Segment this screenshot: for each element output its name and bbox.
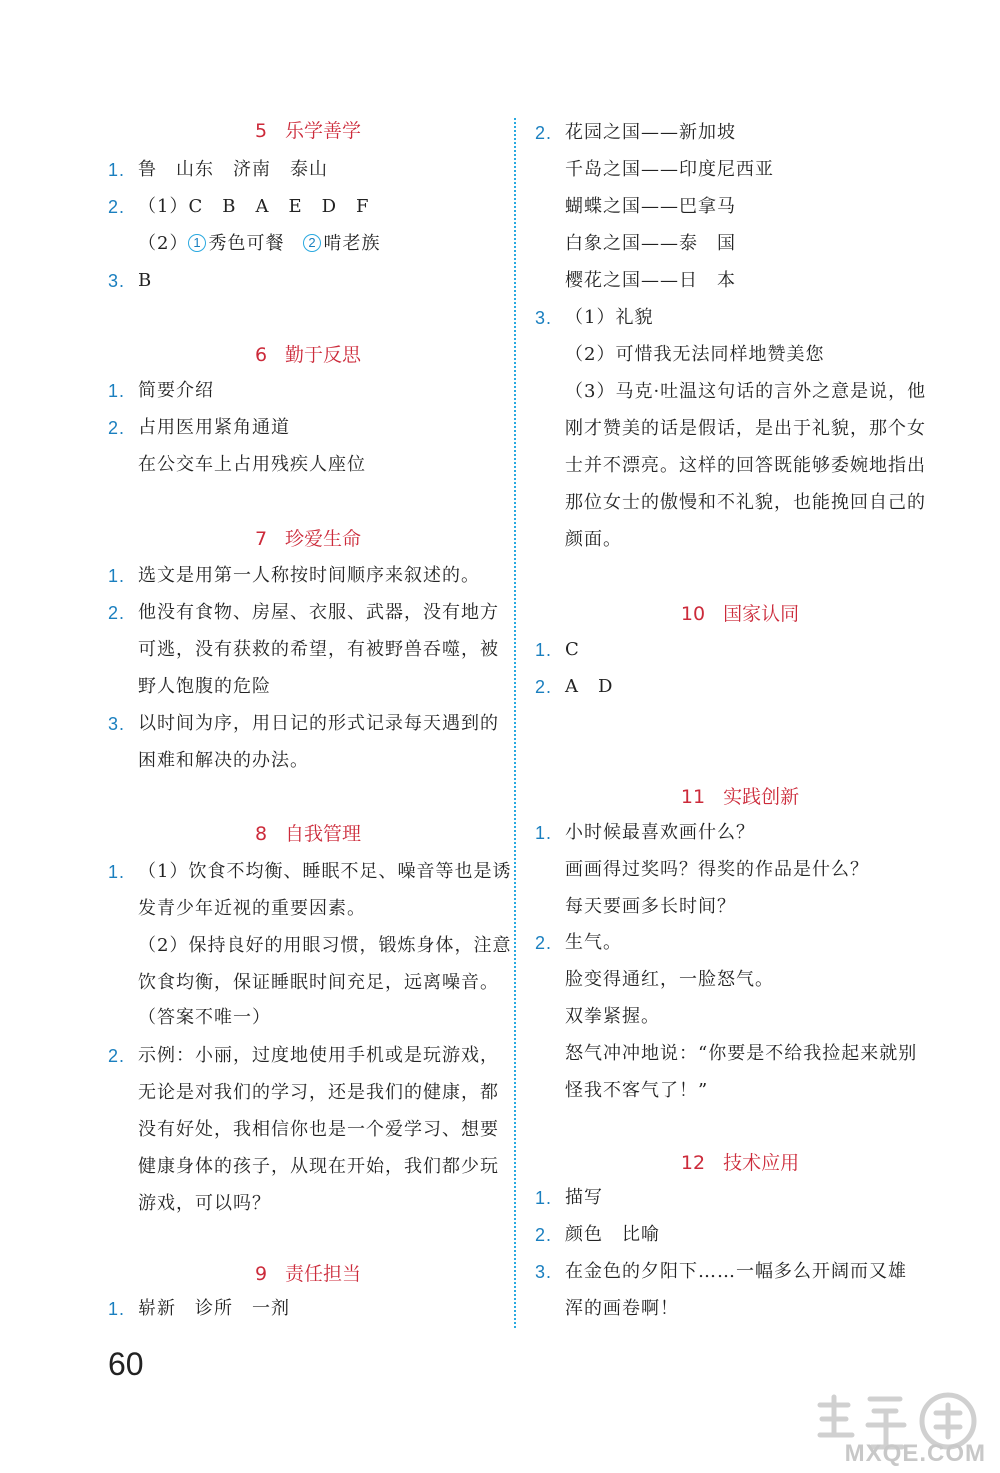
answer-text: 发青少年近视的重要因素。 [138, 898, 366, 919]
answer-text: 游戏，可以吗？ [138, 1193, 271, 1214]
question-number: 1. [535, 823, 553, 843]
section-number: 7 [254, 528, 268, 550]
section-title-5 [108, 118, 508, 144]
question-number: 3. [535, 308, 553, 328]
section-title-10 [535, 601, 945, 627]
question-number: 2. [535, 933, 553, 953]
question-number: 1. [108, 160, 126, 180]
question-number: 1. [108, 862, 126, 882]
answer-text: 双拳紧握。 [565, 1006, 660, 1027]
section-number: 8 [254, 823, 268, 845]
answer-text: 在金色的夕阳下……一幅多么开阔而又雄 [565, 1261, 907, 1282]
question-number: 2. [108, 603, 126, 623]
answer-text: 千岛之国——印度尼西亚 [565, 159, 774, 180]
section-title-text: 实践创新 [723, 786, 800, 808]
sub-part-label: （2） [138, 233, 189, 254]
section-title-text: 责任担当 [285, 1263, 362, 1285]
answer-text: A D [565, 676, 614, 697]
answer-text: 以时间为序，用日记的形式记录每天遇到的 [138, 713, 499, 734]
question-number: 2. [535, 123, 553, 143]
question-number: 1. [535, 640, 553, 660]
section-number: 6 [254, 344, 268, 366]
answer-text: 鲁 山东 济南 泰山 [138, 159, 328, 180]
answer-text: （1）饮食不均衡、睡眠不足、噪音等也是诱 [138, 861, 512, 882]
answer-text: 困难和解决的办法。 [138, 750, 309, 771]
section-title-8 [108, 821, 508, 847]
section-title-text: 技术应用 [723, 1152, 800, 1174]
section-number: 11 [680, 786, 706, 808]
answer-text: 简要介绍 [138, 380, 214, 401]
answer-text: 小时候最喜欢画什么？ [565, 822, 755, 843]
answer-text: 画画得过奖吗？得奖的作品是什么？ [565, 859, 869, 880]
answer-text: 崭新 诊所 一剂 [138, 1298, 290, 1319]
section-title-text: 国家认同 [723, 603, 800, 625]
section-title-text: 乐学善学 [285, 120, 362, 142]
section-title-text: 勤于反思 [285, 344, 362, 366]
answer-text: 蝴蝶之国——巴拿马 [565, 196, 736, 217]
question-number: 2. [535, 677, 553, 697]
question-number: 2. [108, 418, 126, 438]
answer-text: 怒气冲冲地说：“你要是不给我捡起来就别 [565, 1043, 918, 1064]
question-number: 3. [108, 714, 126, 734]
answer-text: 颜面。 [565, 529, 622, 550]
answer-text: 颜色 比喻 [565, 1224, 660, 1245]
circled-number-2: 2 [303, 234, 321, 252]
section-title-7 [108, 526, 508, 552]
answer-text [138, 231, 380, 257]
section-number: 12 [680, 1152, 706, 1174]
answer-text: 士并不漂亮。这样的回答既能够委婉地指出 [565, 455, 926, 476]
question-number: 3. [535, 1262, 553, 1282]
answer-text: 在公交车上占用残疾人座位 [138, 454, 366, 475]
answer-text: 可逃，没有获救的希望，有被野兽吞噬，被 [138, 639, 499, 660]
answer-text: 樱花之国——日 本 [565, 270, 736, 291]
answer-text: 怪我不客气了！” [565, 1080, 709, 1101]
answer-text: 健康身体的孩子，从现在开始，我们都少玩 [138, 1156, 499, 1177]
answer-text: 生气。 [565, 932, 622, 953]
answer-text: （答案不唯一） [138, 1007, 271, 1028]
question-number: 1. [108, 1299, 126, 1319]
page-number: 60 [108, 1346, 144, 1382]
answer-text: （2）可惜我无法同样地赞美您 [565, 344, 825, 365]
answer-text: C [565, 639, 580, 660]
answer-text: 示例：小丽，过度地使用手机或是玩游戏， [138, 1045, 499, 1066]
answer-text: 白象之国——泰 国 [565, 233, 736, 254]
question-number: 3. [108, 271, 126, 291]
section-title-text: 珍爱生命 [285, 528, 362, 550]
section-title-text: 自我管理 [285, 823, 362, 845]
answer-text: （1）C B A E D F [138, 196, 370, 217]
section-number: 9 [254, 1263, 268, 1285]
answer-text: 花园之国——新加坡 [565, 122, 736, 143]
answer-text: （2）保持良好的用眼习惯，锻炼身体，注意 [138, 935, 512, 956]
question-number: 1. [108, 566, 126, 586]
answer-text: 他没有食物、房屋、衣服、武器，没有地方 [138, 602, 499, 623]
answer-text: 饮食均衡，保证睡眠时间充足，远离噪音。 [138, 972, 499, 993]
section-title-11 [535, 784, 945, 810]
answer-text: B [138, 270, 153, 291]
section-number: 10 [680, 603, 706, 625]
answer-text: （1）礼貌 [565, 307, 654, 328]
answer-text: 占用医用紧角通道 [138, 417, 290, 438]
answer-text: 那位女士的傲慢和不礼貌，也能挽回自己的 [565, 492, 926, 513]
answer-text: 脸变得通红，一脸怒气。 [565, 969, 774, 990]
idiom-answer: 啃老族 [323, 233, 381, 254]
question-number: 2. [535, 1225, 553, 1245]
column-divider [514, 118, 516, 1328]
section-title-6 [108, 342, 508, 368]
question-number: 2. [108, 197, 126, 217]
idiom-answer: 秀色可餐 [208, 233, 285, 254]
question-number: 1. [535, 1188, 553, 1208]
section-title-12 [535, 1150, 945, 1176]
answer-text: 没有好处，我相信你也是一个爱学习、想要 [138, 1119, 499, 1140]
answer-text: 野人饱腹的危险 [138, 676, 271, 697]
answer-text: 选文是用第一人称按时间顺序来叙述的。 [138, 565, 480, 586]
answer-text: 描写 [565, 1187, 603, 1208]
answer-text: 刚才赞美的话是假话，是出于礼貌，那个女 [565, 418, 926, 439]
answer-text: 无论是对我们的学习，还是我们的健康，都 [138, 1082, 499, 1103]
answer-text: 浑的画卷啊！ [565, 1298, 679, 1319]
watermark-site-text: MXQE.COM [844, 1440, 986, 1467]
section-number: 5 [254, 120, 268, 142]
answer-text: 每天要画多长时间？ [565, 896, 736, 917]
circled-number-1: 1 [188, 234, 206, 252]
question-number: 2. [108, 1046, 126, 1066]
answer-text: （3）马克·吐温这句话的言外之意是说，他 [565, 381, 927, 402]
section-title-9 [108, 1261, 508, 1287]
question-number: 1. [108, 381, 126, 401]
